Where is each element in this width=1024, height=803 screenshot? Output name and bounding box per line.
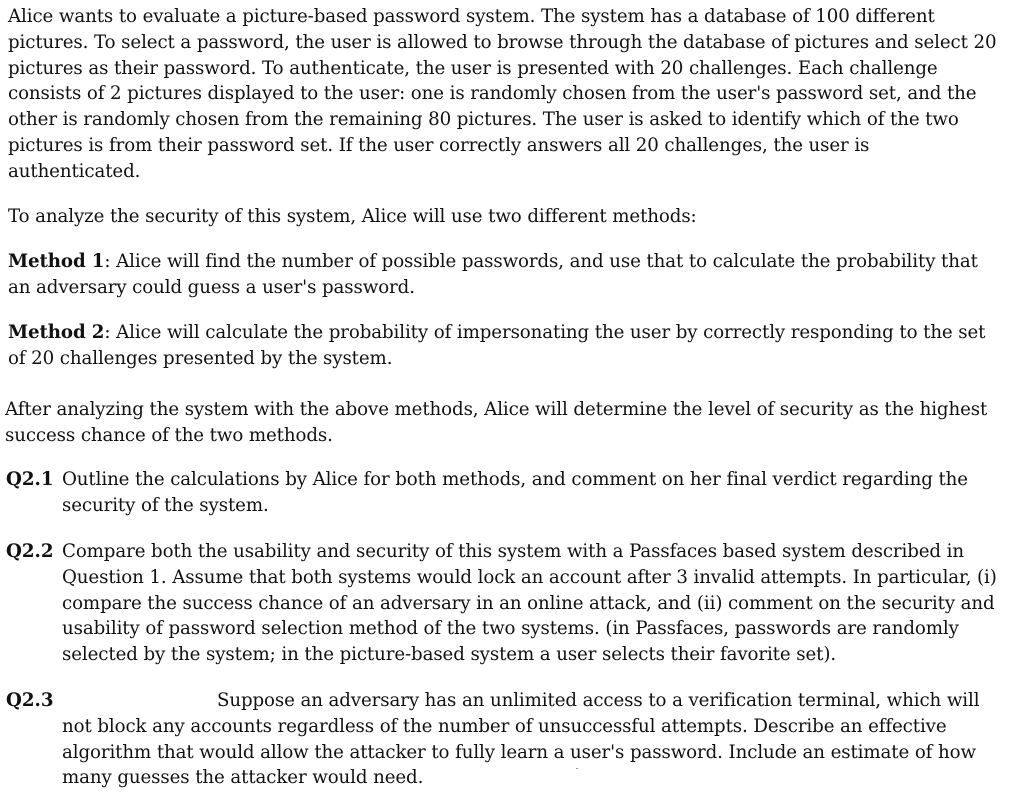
scan-artifact-mark [576,768,578,769]
method-1-text: : Alice will find the number of possible passwords, and use that to calculate the probability that an adversary could guess a user's password. [8,251,978,298]
method-1-paragraph [8,249,998,301]
method-1-label: Method 1 [8,251,105,272]
method-2-paragraph [8,320,998,372]
question-label: Q2.1 [6,469,54,490]
method-2-label: Method 2 [8,322,105,343]
analysis-intro-paragraph: To analyze the security of this system, Alice will use two different methods: [8,206,697,227]
question-text: Compare both the usability and security of this system with a Passfaces based system described in Question 1. Assume that both systems would lock an account after 3 invalid attempts. In particular, (i) compare the success chance of an adversary in an online attack, and (ii) comment on the security and usability of password selection method of the two systems. (in Passfaces, passwords are randomly selected by the system; in the picture-based system a user selects their favorite set). [62,541,997,666]
question-label: Q2.2 [6,541,54,562]
intro-paragraph: Alice wants to evaluate a picture-based password system. The system has a database of 100 different pictures. To select a password, the user is allowed to browse through the database of pictures and select 20 pictures as their password. To authenticate, the user is presented with 20 challenges. Each challenge consists of 2 pictures displayed to the user: one is randomly chosen from the user's password set, and the other is randomly chosen from the remaining 80 pictures. The user is asked to identify which of the two pictures is from their password set. If the user correctly answers all 20 challenges, the user is authenticated. [8,6,997,182]
conclusion-paragraph: After analyzing the system with the above methods, Alice will determine the level of security as the highest success chance of the two methods. [5,399,988,446]
method-2-text: : Alice will calculate the probability of impersonating the user by correctly responding to the set of 20 challenges presented by the system. [8,322,986,369]
question-label: Q2.3 [6,690,54,711]
question-text: Suppose an adversary has an unlimited access to a verification terminal, which will not block any accounts regardless of the number of unsuccessful attempts. Describe an effective algorithm that would allow the attacker to fully learn a user's password. Include an estimate of how many guesses the attacker would need. [62,690,980,789]
question-text: Outline the calculations by Alice for both methods, and comment on her final verdict regarding the security of the system. [62,469,968,516]
